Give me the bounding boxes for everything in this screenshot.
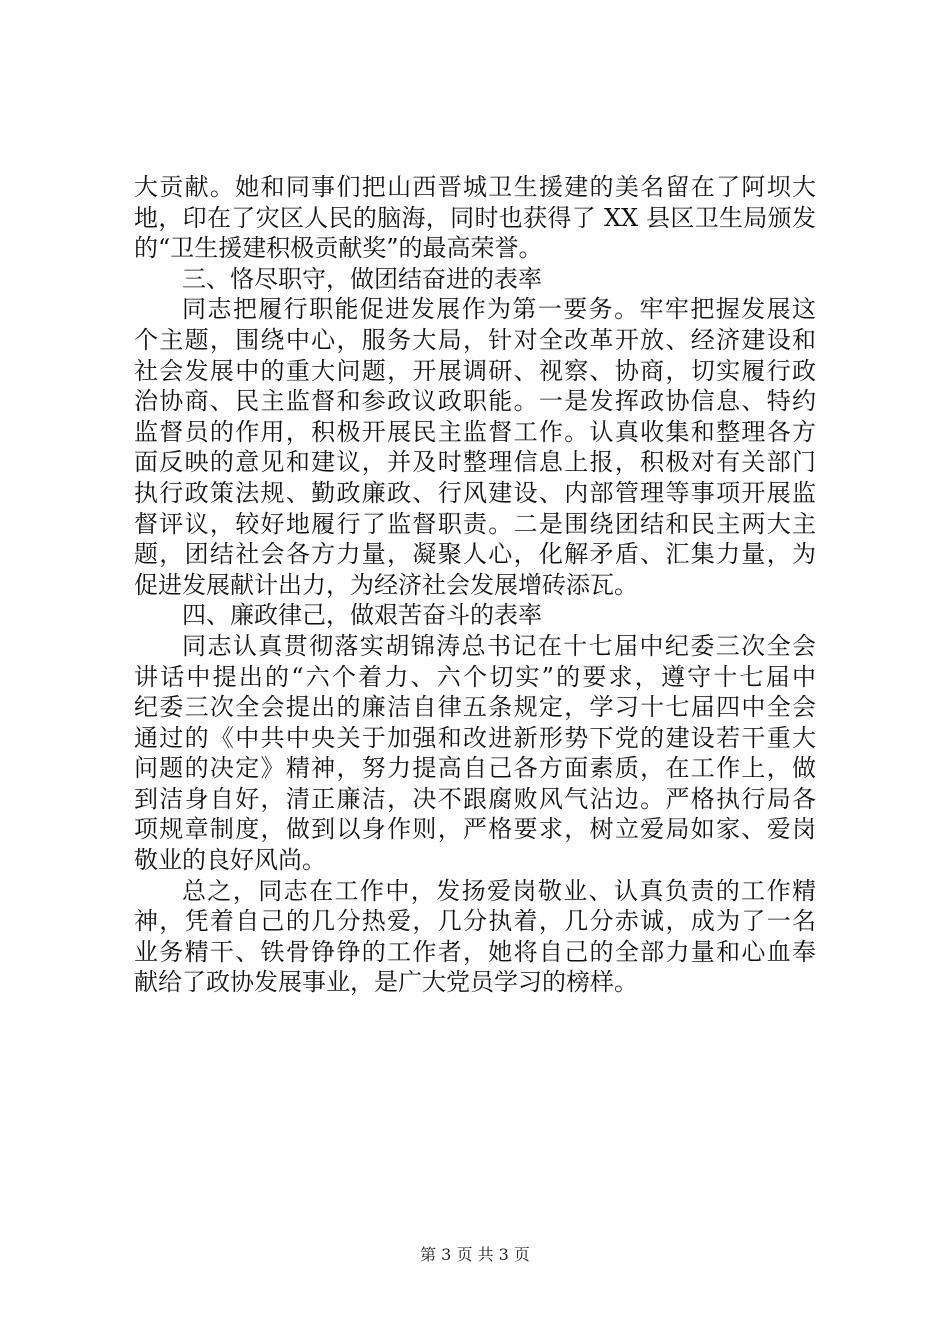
document-body: [134, 172, 816, 998]
body-line: 监督员的作用，积极开展民主监督工作。认真收集和整理各方: [134, 417, 816, 446]
body-line: 面反映的意见和建议，并及时整理信息上报，积极对有关部门: [134, 448, 816, 477]
body-line: 业务精干、铁骨铮铮的工作者，她将自己的全部力量和心血奉: [134, 937, 816, 966]
body-line: 地，印在了灾区人民的脑海，同时也获得了 XX 县区卫生局颁发: [134, 203, 816, 232]
body-line: 通过的《中共中央关于加强和改进新形势下党的建设若干重大: [134, 723, 816, 752]
body-line: 社会发展中的重大问题，开展调研、视察、协商，切实履行政: [134, 356, 816, 385]
body-line: 大贡献。她和同事们把山西晋城卫生援建的美名留在了阿坝大: [134, 173, 816, 201]
body-line: 讲话中提出的“六个着力、六个切实”的要求，遵守十七届中: [134, 662, 816, 691]
body-line: 到洁身自好，清正廉洁，决不跟腐败风气沾边。严格执行局各: [134, 784, 816, 813]
body-line: 敬业的良好风尚。: [134, 846, 326, 875]
body-line: 问题的决定》精神，努力提高自己各方面素质，在工作上，做: [134, 754, 816, 783]
body-line: 神，凭着自己的几分热爱，几分执着，几分赤诚，成为了一名: [134, 907, 816, 936]
body-line: 同志认真贯彻落实胡锦涛总书记在十七届中纪委三次全会: [182, 631, 816, 660]
section-heading-3: 三、恪尽职守，做团结奋进的表率: [182, 264, 542, 293]
body-line: 献给了政协发展事业，是广大党员学习的榜样。: [134, 968, 638, 997]
body-line: 督评议，较好地履行了监督职责。二是围绕团结和民主两大主: [134, 509, 816, 538]
body-line: 项规章制度，做到以身作则，严格要求，树立爱局如家、爱岗: [134, 815, 816, 844]
body-line: 题，团结社会各方力量，凝聚人心，化解矛盾、汇集力量，为: [134, 540, 816, 569]
body-line: 总之，同志在工作中，发扬爱岗敬业、认真负责的工作精: [182, 876, 816, 905]
body-line: 纪委三次全会提出的廉洁自律五条规定，学习十七届四中全会: [134, 693, 816, 722]
body-line: 的“卫生援建积极贡献奖”的最高荣誉。: [134, 234, 543, 263]
section-heading-4: 四、廉政律己，做艰苦奋斗的表率: [182, 601, 542, 630]
body-line: 治协商、民主监督和参政议政职能。一是发挥政协信息、特约: [134, 387, 816, 416]
body-line: 执行政策法规、勤政廉政、行风建设、内部管理等事项开展监: [134, 478, 816, 507]
body-line: 个主题，围绕中心，服务大局，针对全改革开放、经济建设和: [134, 325, 816, 354]
body-line: 促进发展献计出力，为经济社会发展增砖添瓦。: [134, 570, 638, 599]
body-line: 同志把履行职能促进发展作为第一要务。牢牢把握发展这: [182, 295, 816, 324]
page-footer: 第 3 页 共 3 页: [420, 1245, 530, 1264]
